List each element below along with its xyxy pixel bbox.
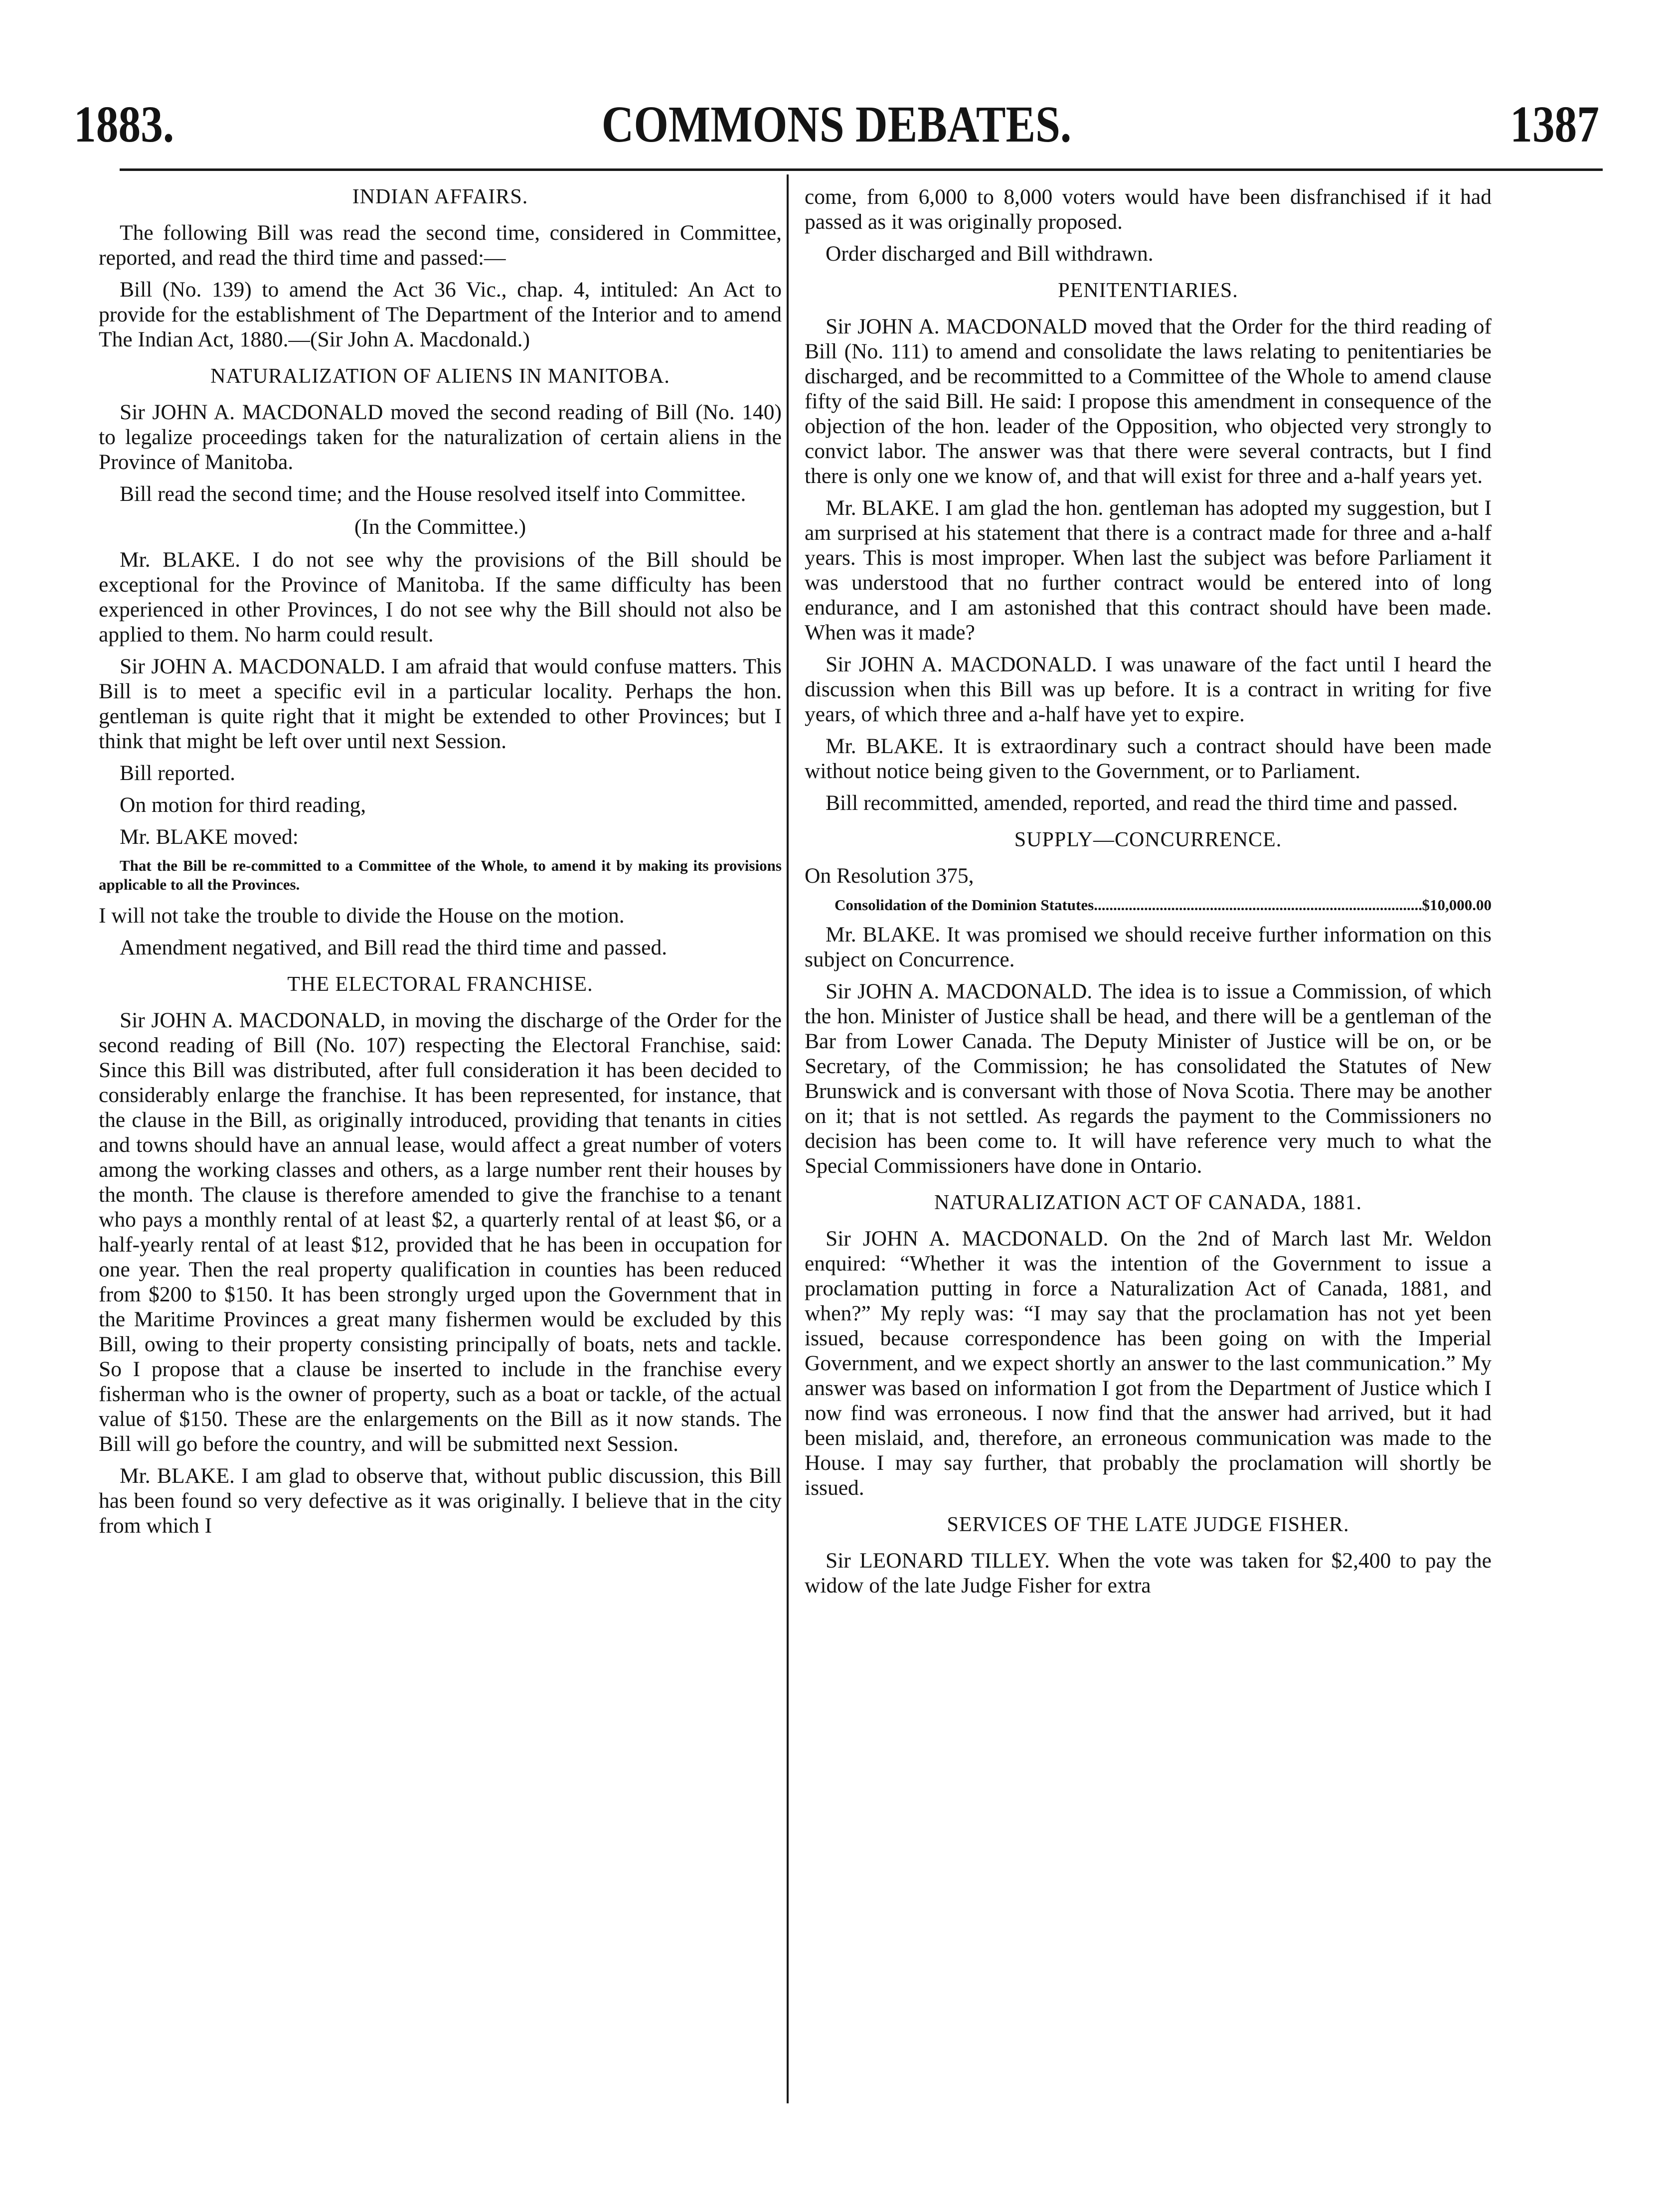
paragraph: Sir JOHN A. MACDONALD moved the second reading of Bill (No. 140) to legalize proceedings taken for the naturalization of certain aliens in the Province of Manitoba. bbox=[99, 400, 782, 474]
paragraph: Bill read the second time; and the House resolved itself into Committee. bbox=[120, 482, 746, 506]
paragraph: On motion for third reading, bbox=[120, 793, 366, 817]
paragraph: Mr. BLAKE moved: bbox=[120, 825, 299, 849]
paragraph: Sir JOHN A. MACDONALD. On the 2nd of March last Mr. Weldon enquired: “Whether it was the intention of the Government to issue a proclamation putting in force a Naturalization Act of Canada, 1881, and when?” My reply was: “I may say that the proclamation has not yet been issued, because correspondence has been going on with the Imperial Government, and we expect shortly an answer to the last communication.” My answer was based on information I got from the Department of Justice which I now find was erroneous. I now find that the answer had arrived, but it had been mislaid, and, therefore, an erroneous communication was made to the House. I may say further, that probably the proclamation will shortly be issued. bbox=[805, 1227, 1492, 1500]
paragraph: come, from 6,000 to 8,000 voters would have been disfranchised if it had passed as it was originally proposed. bbox=[805, 185, 1492, 234]
paragraph: Order discharged and Bill withdrawn. bbox=[826, 242, 1154, 266]
section-heading-indian-affairs: INDIAN AFFAIRS. bbox=[352, 185, 528, 208]
left-column bbox=[99, 184, 782, 1545]
leader-dots bbox=[1094, 895, 1422, 915]
section-heading-penitentiaries: PENITENTIARIES. bbox=[1058, 279, 1238, 302]
section-heading-naturalization-act: NATURALIZATION ACT OF CANADA, 1881. bbox=[934, 1191, 1362, 1214]
paragraph: Mr. BLAKE. It is extraordinary such a contract should have been made without notice being given to the Government, or to Parliament. bbox=[805, 734, 1492, 783]
paragraph: Sir JOHN A. MACDONALD moved that the Order for the third reading of Bill (No. 111) to amend and consolidate the laws relating to penitentiaries be discharged, and be recommitted to a Committee of the Whole to amend clause fifty of the said Bill. He said: I propose this amendment in consequence of the objection of the hon. leader of the Opposition, who objected very strongly to convict labor. The answer was that there were several contracts, but I find there is only one we know of, and that will exist for three and a-half years yet. bbox=[805, 315, 1492, 488]
paragraph: Amendment negatived, and Bill read the third time and passed. bbox=[120, 936, 668, 959]
supply-item bbox=[805, 895, 1492, 915]
page-header bbox=[74, 89, 1599, 163]
supply-item-label: Consolidation of the Dominion Statutes bbox=[835, 896, 1094, 914]
paragraph: Sir LEONARD TILLEY. When the vote was taken for $2,400 to pay the widow of the late Judge Fisher for extra bbox=[805, 1549, 1492, 1597]
header-year: 1883. bbox=[74, 96, 174, 153]
paragraph: Sir JOHN A. MACDONALD, in moving the discharge of the Order for the second reading of Bill (No. 107) respecting the Electoral Franchise, said: Since this Bill was distributed, after full consideration it has been decided to considerably enlarge the franchise. It has been represented, for instance, that the clause in the Bill, as originally introduced, providing that tenants in cities and towns should have an annual lease, would affect a great number of voters among the working classes and others, as a large number rent their houses by the month. The clause is therefore amended to give the franchise to a tenant who pays a monthly rental of at least $2, a quarterly rental of at least $6, or a half-yearly rental of at least $12, provided that he has been in occupation for one year. Then the real property qualification in counties has been reduced from $200 to $150. It has been strongly urged upon the Government that in the Maritime Provinces a great many fishermen would be excluded by this Bill, owing to their property consisting principally of boats, nets and tackle. So I propose that a clause be inserted to include in the franchise every fisherman who is the owner of property, such as a boat or tackle, of the actual value of $150. These are the enlargements on the Bill as it now stands. The Bill will go before the country, and will be submitted next Session. bbox=[99, 1008, 782, 1456]
paragraph: Mr. BLAKE. I am glad to observe that, without public discussion, this Bill has been found so very defective as it was originally. I believe that in the city from which I bbox=[99, 1464, 782, 1538]
column-divider bbox=[787, 174, 789, 2103]
paragraph: I will not take the trouble to divide the House on the motion. bbox=[99, 904, 625, 928]
committee-note: (In the Committee.) bbox=[354, 515, 526, 539]
paragraph: The following Bill was read the second time, considered in Committee, reported, and read the third time and passed:— bbox=[99, 221, 782, 270]
paragraph: Bill reported. bbox=[120, 761, 235, 785]
paragraph: Mr. BLAKE. I do not see why the provisions of the Bill should be exceptional for the Province of Manitoba. If the same difficulty has been experienced in other Provinces, I do not see why the Bill should not also be applied to them. No harm could result. bbox=[99, 548, 782, 646]
paragraph: Sir JOHN A. MACDONALD. I was unaware of the fact until I heard the discussion when this Bill was up before. It is a contract in writing for five years, of which three and a-half have yet to expire. bbox=[805, 652, 1492, 726]
section-heading-judge-fisher: SERVICES OF THE LATE JUDGE FISHER. bbox=[947, 1513, 1349, 1536]
section-heading-electoral-franchise: THE ELECTORAL FRANCHISE. bbox=[287, 973, 593, 996]
paragraph: Bill recommitted, amended, reported, and read the third time and passed. bbox=[826, 791, 1458, 815]
supply-item-amount: $10,000.00 bbox=[1422, 896, 1492, 914]
paragraph: Bill (No. 139) to amend the Act 36 Vic., chap. 4, intituled: An Act to provide for the establishment of The Department of the Interior and to amend The Indian Act, 1880.—(Sir John A. Macdonald.) bbox=[99, 278, 782, 351]
resolution-line: On Resolution 375, bbox=[805, 864, 974, 888]
paragraph: Mr. BLAKE. It was promised we should receive further information on this subject on Concurrence. bbox=[805, 923, 1492, 971]
header-page-number: 1387 bbox=[1510, 96, 1599, 153]
section-heading-naturalization-manitoba: NATURALIZATION OF ALIENS IN MANITOBA. bbox=[210, 365, 670, 388]
paragraph: Sir JOHN A. MACDONALD. The idea is to issue a Commission, of which the hon. Minister of Justice shall be head, and there will be a gentleman of the Bar from Lower Canada. The Deputy Minister of Justice will be on, or be Secretary, of the Commission; he has consolidated the Statutes of New Brunswick and is conversant with those of Nova Scotia. There may be another on it; that is not settled. As regards the payment to the Commissioners no decision has been come to. It will have reference very much to what the Special Commissioners have done in Ontario. bbox=[805, 979, 1492, 1178]
header-rule bbox=[120, 168, 1603, 171]
paragraph: Mr. BLAKE. I am glad the hon. gentleman has adopted my suggestion, but I am surprised at his statement that there is a contract made for three and a-half years. This is most improper. When last the subject was before Parliament it was understood that no further contract would be entered into of long endurance, and I am astonished that this contract should have been made. When was it made? bbox=[805, 496, 1492, 644]
paragraph: Sir JOHN A. MACDONALD. I am afraid that would confuse matters. This Bill is to meet a specific evil in a particular locality. Perhaps the hon. gentleman is quite right that it might be extended to other Provinces; but I think that might be left over until next Session. bbox=[99, 654, 782, 753]
motion-quote: That the Bill be re-committed to a Committee of the Whole, to amend it by making its provisions applicable to all the Provinces. bbox=[99, 857, 782, 893]
section-heading-supply-concurrence: SUPPLY—CONCURRENCE. bbox=[1014, 828, 1282, 851]
right-column bbox=[805, 184, 1492, 1605]
header-title: COMMONS DEBATES. bbox=[601, 96, 1072, 153]
